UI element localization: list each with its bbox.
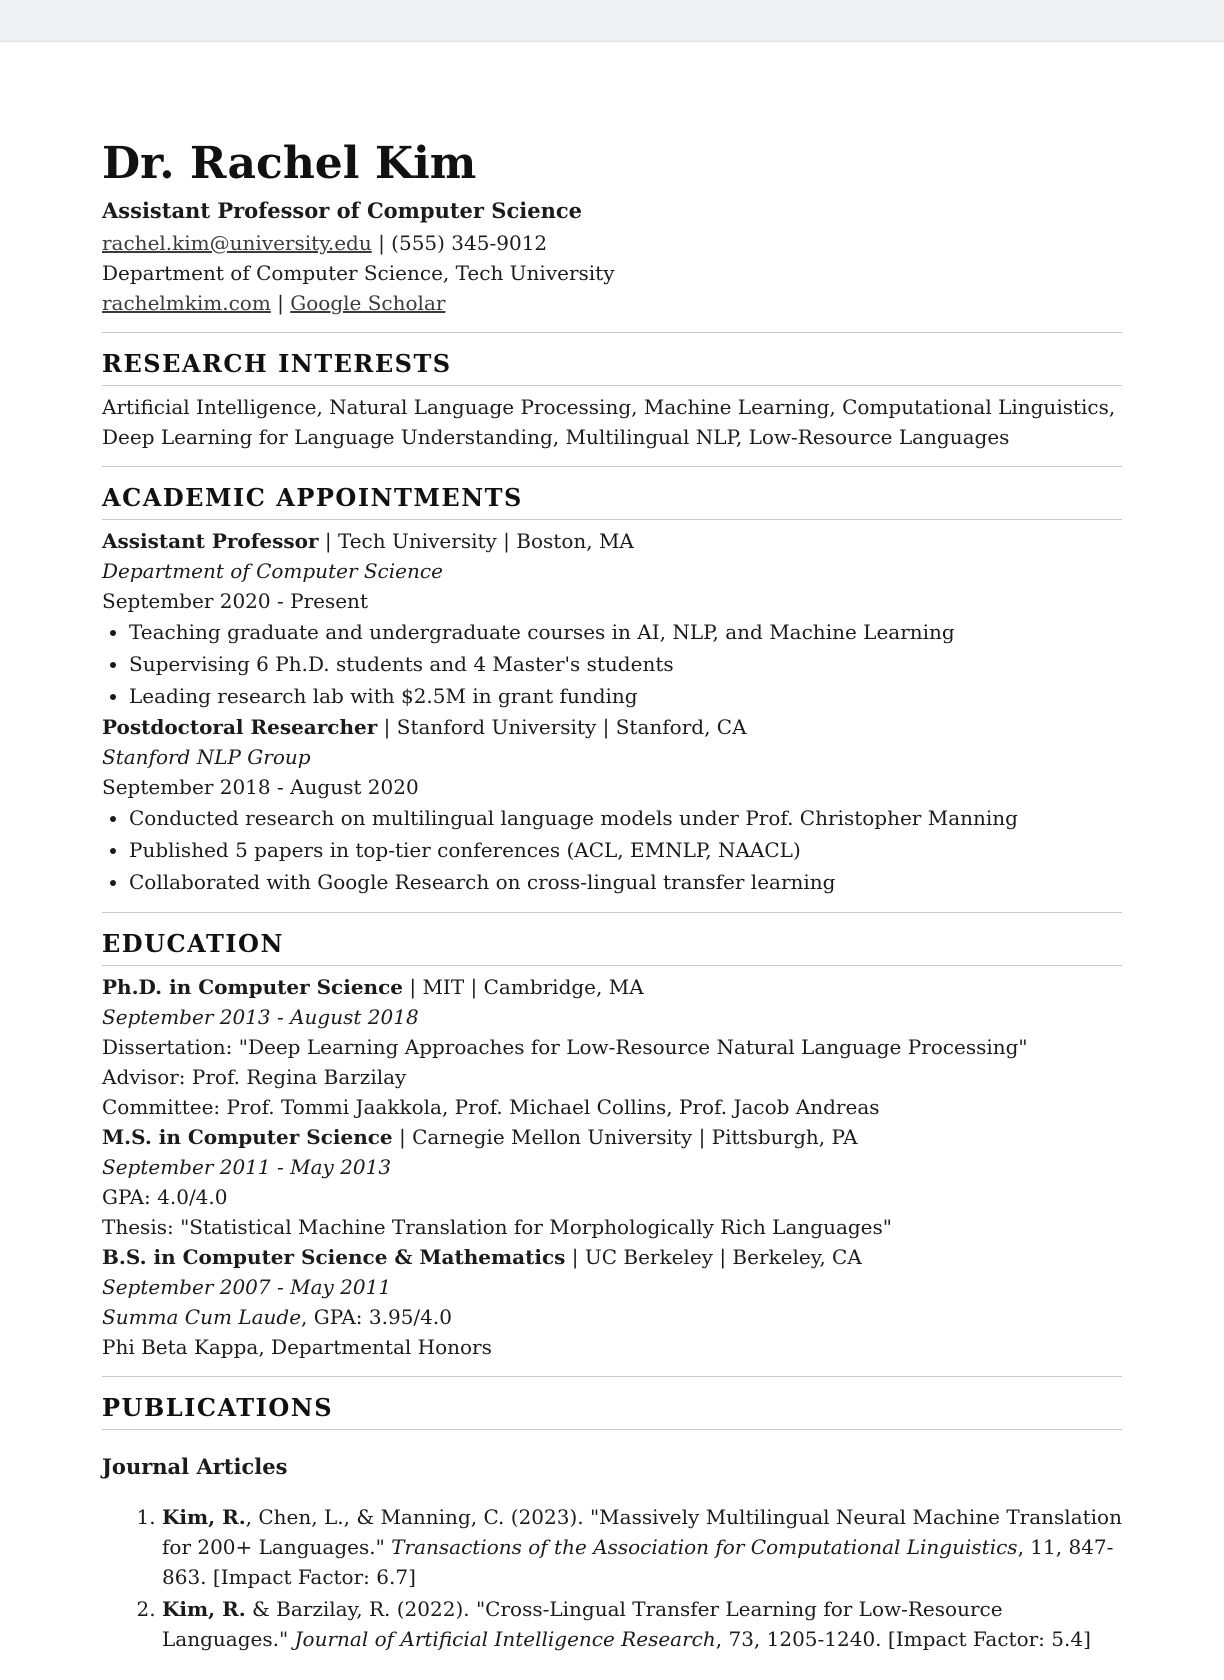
cv-content (102, 138, 1122, 1656)
appointment-location: | Stanford University | Stanford, CA (377, 715, 747, 739)
list-item: • Leading research lab with $2.5M in grant funding (129, 680, 1122, 712)
education-header (102, 1242, 1122, 1272)
institution-location: | Carnegie Mellon University | Pittsburgh, PA (392, 1125, 858, 1149)
appointment-unit: Department of Computer Science (102, 559, 443, 583)
list-item: • Collaborated with Google Research on cross-lingual transfer learning (129, 866, 1122, 898)
appointment-entry (102, 526, 1122, 712)
appointment-header (102, 526, 1122, 556)
education-dates: September 2013 - August 2018 (102, 1005, 419, 1029)
honors-gpa: , GPA: 3.95/4.0 (301, 1305, 452, 1329)
publication-author: Kim, R. (162, 1597, 246, 1621)
section-divider (102, 1376, 1122, 1377)
research-interests-text: Artificial Intelligence, Natural Language Processing, Machine Learning, Computational Linguistics, Deep Learning for Language Understanding, Multilingual NLP, Low-Resource Languages (102, 395, 1116, 449)
appointment-header (102, 712, 1122, 742)
appointment-duties (102, 616, 1122, 712)
institution-location: | MIT | Cambridge, MA (403, 975, 644, 999)
publication-item (162, 1502, 1122, 1592)
appointment-dates: September 2018 - August 2020 (102, 775, 419, 799)
phone-number: (555) 345-9012 (391, 231, 548, 255)
publication-author: Kim, R. (162, 1505, 246, 1529)
section-divider (102, 912, 1122, 913)
education-header (102, 1122, 1122, 1152)
appointment-unit: Stanford NLP Group (102, 745, 311, 769)
header-divider (102, 332, 1122, 333)
appointment-entry (102, 712, 1122, 898)
degree-name: Ph.D. in Computer Science (102, 975, 403, 999)
degree-name: B.S. in Computer Science & Mathematics (102, 1245, 566, 1269)
education-dates: September 2007 - May 2011 (102, 1275, 392, 1299)
education-header (102, 972, 1122, 1002)
email-link[interactable]: rachel.kim@university.edu (102, 231, 372, 255)
job-title: Assistant Professor of Computer Science (102, 198, 582, 223)
list-item: • Teaching graduate and undergraduate courses in AI, NLP, and Machine Learning (129, 616, 1122, 648)
education-detail: Committee: Prof. Tommi Jaakkola, Prof. Michael Collins, Prof. Jacob Andreas (102, 1095, 880, 1119)
appointment-duties (102, 802, 1122, 898)
publication-details: , 11, 847-863. [Impact Factor: 6.7] (162, 1535, 1114, 1589)
publication-venue: Transactions of the Association for Computational Linguistics (391, 1535, 1018, 1559)
links-line (102, 288, 1122, 318)
appointment-role: Assistant Professor (102, 529, 319, 553)
department-line: Department of Computer Science, Tech University (102, 261, 615, 285)
education-entry (102, 1122, 1122, 1242)
section-heading-education: EDUCATION (102, 929, 1122, 966)
appointment-role: Postdoctoral Researcher (102, 715, 378, 739)
publications-subheading: Journal Articles (102, 1454, 288, 1479)
contact-separator: | (371, 231, 392, 255)
education-detail: Phi Beta Kappa, Departmental Honors (102, 1335, 492, 1359)
appointment-dates: September 2020 - Present (102, 589, 368, 613)
publication-citation: & Barzilay, R. (2022). "Cross-Lingual Transfer Learning for Low-Resource Languages." (162, 1597, 1003, 1651)
education-detail: Advisor: Prof. Regina Barzilay (102, 1065, 407, 1089)
institution-location: | UC Berkeley | Berkeley, CA (565, 1245, 862, 1269)
google-scholar-link[interactable]: Google Scholar (290, 291, 446, 315)
education-entry (102, 1242, 1122, 1362)
degree-name: M.S. in Computer Science (102, 1125, 393, 1149)
section-heading-research: RESEARCH INTERESTS (102, 349, 1122, 386)
honors-latin: Summa Cum Laude (102, 1305, 302, 1329)
list-item: • Supervising 6 Ph.D. students and 4 Master's students (129, 648, 1122, 680)
contact-line (102, 228, 1122, 258)
publication-details: , 73, 1205-1240. [Impact Factor: 5.4] (715, 1627, 1091, 1651)
education-detail: Dissertation: "Deep Learning Approaches for Low-Resource Natural Language Processing" (102, 1035, 1028, 1059)
website-link[interactable]: rachelmkim.com (102, 291, 271, 315)
education-detail: Thesis: "Statistical Machine Translation for Morphologically Rich Languages" (102, 1215, 892, 1239)
appointment-location: | Tech University | Boston, MA (318, 529, 634, 553)
publication-item (162, 1594, 1122, 1654)
list-item: • Conducted research on multilingual language models under Prof. Christopher Manning (129, 802, 1122, 834)
document-page (0, 42, 1224, 1680)
publication-citation: , Chen, L., & Manning, C. (2023). "Massively Multilingual Neural Machine Translation for 200+ Languages." (162, 1505, 1122, 1559)
education-entry (102, 972, 1122, 1122)
person-name: Dr. Rachel Kim (102, 138, 477, 189)
links-separator: | (270, 291, 291, 315)
education-dates: September 2011 - May 2013 (102, 1155, 392, 1179)
education-detail: GPA: 4.0/4.0 (102, 1185, 228, 1209)
section-heading-appointments: ACADEMIC APPOINTMENTS (102, 483, 1122, 520)
publication-venue: Journal of Artificial Intelligence Research (294, 1627, 716, 1651)
section-divider (102, 466, 1122, 467)
section-heading-publications: PUBLICATIONS (102, 1393, 1122, 1430)
list-item: • Published 5 papers in top-tier conferences (ACL, EMNLP, NAACL) (129, 834, 1122, 866)
education-honors (102, 1302, 1122, 1332)
publication-list (102, 1502, 1122, 1654)
